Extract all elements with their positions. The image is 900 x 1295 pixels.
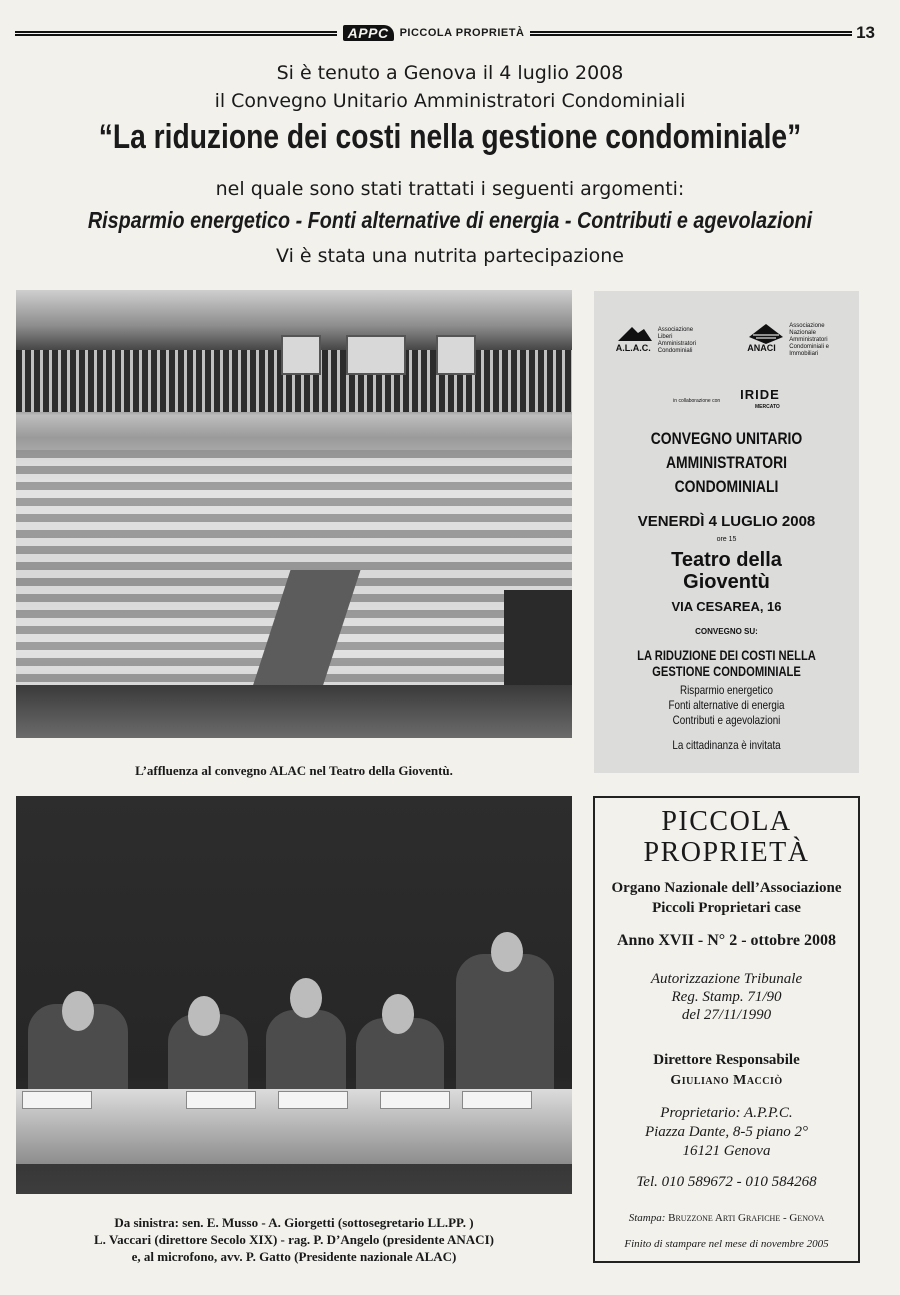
poster-date: VENERDÌ 4 LUGLIO 2008 [637, 513, 816, 530]
headline: “La riduzione dei costi nella gestione condominiale” [98, 118, 802, 156]
theme-line: GESTIONE CONDOMINIALE [652, 663, 801, 679]
iride-logo [740, 389, 780, 413]
window [346, 335, 406, 375]
name-plate [186, 1091, 256, 1109]
masthead-phone: Tel. 010 589672 - 010 584268 [636, 1174, 817, 1190]
poster-venue [594, 549, 859, 593]
panel-caption [16, 1214, 572, 1265]
window [436, 335, 476, 375]
auth-line: del 27/11/1990 [681, 1007, 772, 1023]
alac-org [616, 323, 704, 358]
collaboration [594, 389, 859, 413]
poster-hour: ore 15 [716, 536, 737, 543]
print-label: Stampa: [628, 1212, 669, 1224]
panel-caption-line: L. Vaccari (direttore Secolo XIX) - rag. P. D’Angelo (presidente ANACI) [94, 1232, 494, 1247]
speaker-head [382, 994, 414, 1034]
speaker-head [62, 991, 94, 1031]
printer-name: Bruzzone Arti Grafiche - Genova [668, 1212, 825, 1224]
iride-name: IRIDE [740, 387, 780, 402]
masthead-title-line: PICCOLA [661, 806, 792, 837]
auth-line: Autorizzazione Tribunale [650, 971, 803, 987]
name-plate [22, 1091, 92, 1109]
masthead-printer [595, 1212, 858, 1224]
auditorium-photo [16, 290, 572, 738]
poster-invite: La cittadinanza è invitata [672, 738, 781, 752]
poster-convegno-su: CONVEGNO SU: [695, 627, 758, 636]
masthead-box [593, 796, 860, 1263]
poster-topics [618, 683, 835, 728]
director-label: Direttore Responsabile [653, 1052, 800, 1068]
collab-label: in collaborazione con [673, 398, 721, 404]
theme-line: LA RIDUZIONE DEI COSTI NELLA [637, 647, 816, 663]
poster-title-line: AMMINISTRATORI [665, 453, 788, 472]
alac-text: Associazione Liberi Amministratori Condominiali [657, 327, 697, 354]
auth-line: Reg. Stamp. 71/90 [671, 989, 782, 1005]
masthead-authorization [595, 970, 858, 1024]
header-rule-left [15, 31, 337, 36]
header-logo [337, 25, 531, 41]
page-header [15, 22, 875, 44]
iride-sub: MERCATO [755, 404, 780, 410]
topics-line: Risparmio energetico - Fonti alternative di energia - Contributi e agevolazioni [87, 207, 813, 233]
anaci-org [747, 323, 837, 358]
masthead-title-line: PROPRIETÀ [643, 837, 810, 868]
masthead-org-line: Organo Nazionale dell’Associazione [611, 880, 842, 896]
intro-line-4: nel quale sono stati trattati i seguenti argomenti: [215, 178, 685, 200]
director-name: Giuliano Macciò [670, 1073, 783, 1088]
name-plate [278, 1091, 348, 1109]
page-number: 13 [856, 23, 875, 42]
anaci-text: Associazione Nazionale Amministratori Condominiali e Immobiliari [789, 323, 829, 357]
anaci-name: ANACI [747, 343, 776, 353]
masthead-org-line: Piccoli Proprietari case [652, 900, 801, 916]
masthead-finish: Finito di stampare nel mese di novembre 2005 [624, 1238, 829, 1250]
appc-logo-icon: APPC [343, 25, 394, 41]
poster-theme [621, 647, 833, 679]
header-rule-right [530, 31, 852, 36]
name-plate [380, 1091, 450, 1109]
auditorium-caption: L’affluenza al convegno ALAC nel Teatro della Gioventù. [135, 763, 453, 778]
masthead-owner [595, 1104, 858, 1161]
alac-name: A.L.A.C. [615, 343, 651, 353]
alac-logo-icon [616, 323, 654, 345]
poster-topic: Contributi e agevolazioni [672, 713, 781, 727]
owner-line: 16121 Genova [682, 1143, 771, 1159]
panel-caption-line: e, al microfono, avv. P. Gatto (Presidente nazionale ALAC) [131, 1249, 457, 1264]
speaker-head [290, 978, 322, 1018]
owner-line: Proprietario: A.P.P.C. [660, 1105, 793, 1121]
venue-line: Gioventù [683, 571, 770, 593]
masthead-title [595, 806, 858, 868]
panel-caption-line: Da sinistra: sen. E. Musso - A. Giorgetti (sottosegretario LL.PP. ) [114, 1215, 474, 1230]
poster-title [618, 427, 835, 499]
anaci-logo-icon [747, 323, 785, 345]
publication-name: PICCOLA PROPRIETÀ [399, 27, 525, 39]
stage-floor [16, 685, 572, 738]
masthead-issue: Anno XVII - N° 2 - ottobre 2008 [617, 932, 836, 949]
intro-line-6: Vi è stata una nutrita partecipazione [276, 245, 624, 267]
organizers [594, 323, 859, 358]
panel-photo [16, 796, 572, 1194]
intro-line-1: Si è tenuto a Genova il 4 luglio 2008 [276, 62, 624, 84]
speaker-at-microphone [456, 954, 554, 1094]
poster-topic: Fonti alternative di energia [668, 698, 785, 712]
poster-topic: Risparmio energetico [680, 683, 773, 697]
poster-title-line: CONVEGNO UNITARIO [650, 429, 803, 448]
owner-line: Piazza Dante, 8-5 piano 2° [644, 1124, 809, 1140]
event-poster [594, 291, 859, 773]
venue-line: Teatro della [671, 549, 782, 571]
poster-title-line: CONDOMINIALI [674, 477, 779, 496]
speaker [266, 1010, 346, 1094]
masthead-org [595, 878, 858, 918]
speaker-head [188, 996, 220, 1036]
name-plate [462, 1091, 532, 1109]
poster-address: VIA CESAREA, 16 [671, 599, 782, 614]
window [281, 335, 321, 375]
intro-line-2: il Convegno Unitario Amministratori Condominiali [214, 90, 686, 112]
speaker-head [491, 932, 523, 972]
